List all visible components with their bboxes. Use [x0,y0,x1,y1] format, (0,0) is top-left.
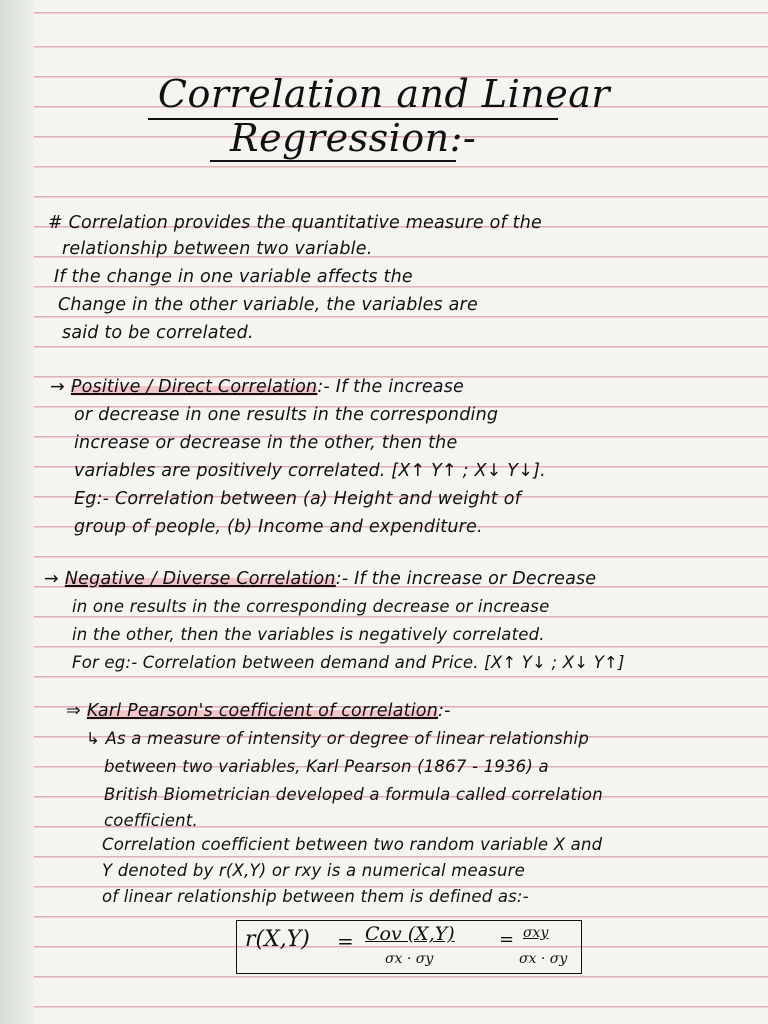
pearson-heading-rest: :- [437,701,451,721]
negative-line-1: in one results in the corresponding decrease or increase [72,597,550,616]
formula-denominator: σx · σy [385,951,434,967]
pearson-line-2: between two variables, Karl Pearson (1867 - 1936) a [104,757,549,776]
intro-line-4: Change in the other variable, the variables are [58,295,478,315]
intro-line-2: relationship between two variable. [62,239,373,259]
pearson-line-5: Correlation coefficient between two random variable X and [102,835,603,854]
correlation-formula [236,920,582,974]
title-underline-2 [210,160,456,162]
intro-line-3: If the change in one variable affects the [54,267,413,287]
positive-line-4: Eg:- Correlation between (a) Height and weight of [74,489,522,509]
pearson-heading-line [66,700,742,722]
positive-line-1: or decrease in one results in the corresponding [74,405,499,425]
formula-equals-2: = [499,929,515,950]
pearson-line-1: ↳ As a measure of intensity or degree of linear relationship [86,729,590,748]
pearson-line-7: of linear relationship between them is defined as:- [102,887,529,906]
formula-denominator-2: σx · σy [519,951,568,967]
positive-line-3: variables are positively correlated. [X↑ Y↑ ; X↓ Y↓]. [74,461,546,481]
negative-heading: Negative / Diverse Correlation [64,569,336,589]
pearson-line-3: British Biometrician developed a formula called correlation [104,785,603,804]
positive-heading-rest: :- If the increase [317,377,465,397]
page-title-line1: Correlation and Linear [157,72,611,116]
pearson-line-6: Y denoted by r(X,Y) or rxy is a numerical measure [102,861,525,880]
formula-equals: = [337,929,354,953]
pearson-line-4: coefficient. [104,811,198,830]
negative-line-2: in the other, then the variables is negatively correlated. [72,625,545,644]
page-title-line2: Regression:- [230,116,477,160]
page-shadow [0,0,34,1024]
arrow-icon: → [50,377,65,397]
formula-numerator: Cov (X,Y) [365,923,455,945]
double-arrow-icon: ⇒ [66,701,81,721]
positive-heading-line [50,376,726,398]
positive-line-2: increase or decrease in the other, then the [74,433,458,453]
positive-heading: Positive / Direct Correlation [70,377,318,397]
intro-line-5: said to be correlated. [62,323,254,343]
negative-heading-line [44,568,720,590]
formula-lhs: r(X,Y) [245,927,310,952]
negative-line-3: For eg:- Correlation between demand and Price. [X↑ Y↓ ; X↓ Y↑] [72,653,625,672]
arrow-icon: → [44,569,59,589]
positive-line-5: group of people, (b) Income and expenditure. [74,517,483,537]
intro-line-1: # Correlation provides the quantitative measure of the [48,213,542,233]
negative-heading-rest: :- If the increase or Decrease [335,569,597,589]
formula-numerator-2: σxy [523,925,549,941]
pearson-heading: Karl Pearson's coefficient of correlation [86,701,438,721]
